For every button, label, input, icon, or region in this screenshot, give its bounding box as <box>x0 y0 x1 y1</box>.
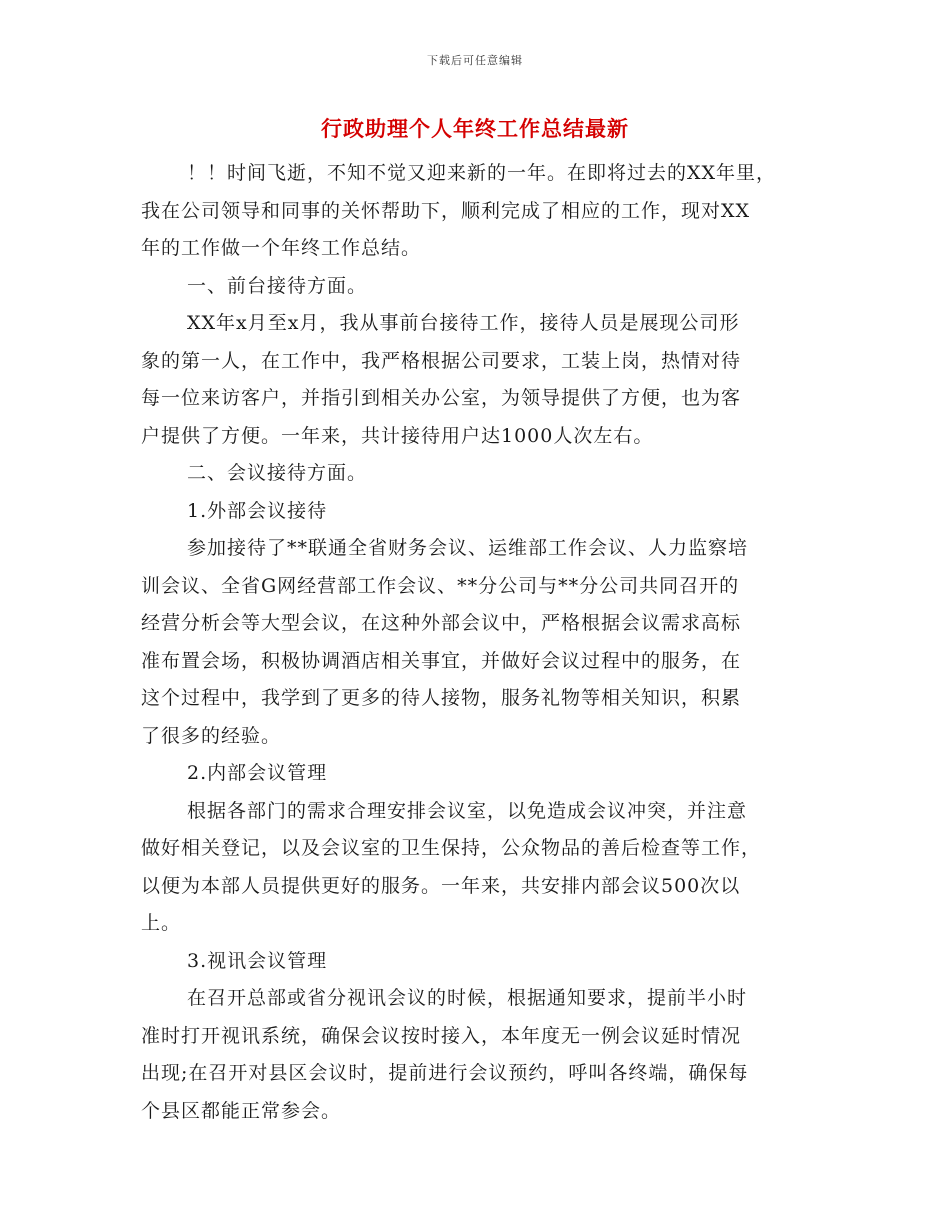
text-line: 参加接待了**联通全省财务会议、运维部工作会议、人力监察培 <box>187 537 749 559</box>
text-line: ！！时间飞逝，不知不觉又迎来新的一年。在即将过去的XX年里， <box>187 162 777 184</box>
header-note: 下载后可任意编辑 <box>427 54 523 67</box>
text-line: 象的第一人，在工作中，我严格根据公司要求，工装上岗，热情对待 <box>141 349 742 372</box>
text-line: 3.视讯会议管理 <box>187 949 328 972</box>
text-line: 做好相关登记，以及会议室的卫生保持，公众物品的善后检查等工作， <box>141 837 762 859</box>
text-line: 以便为本部人员提供更好的服务。一年来，共安排内部会议500次以 <box>141 874 741 897</box>
text-line: 准时打开视讯系统，确保会议按时接入，本年度无一例会议延时情况 <box>141 1024 742 1047</box>
text-line: 在召开总部或省分视讯会议的时候，根据通知要求，提前半小时 <box>187 987 748 1009</box>
text-line: 年的工作做一个年终工作总结。 <box>141 237 422 259</box>
document-body <box>141 155 821 1130</box>
text-line: 我在公司领导和同事的关怀帮助下，顺利完成了相应的工作，现对XX <box>141 199 751 222</box>
text-line: 户提供了方便。一年来，共计接待用户达1000人次左右。 <box>141 424 654 447</box>
text-line: 一、前台接待方面。 <box>187 274 368 297</box>
text-line: XX年x月至x月，我从事前台接待工作，接待人员是展现公司形 <box>187 312 740 334</box>
text-line: 个县区都能正常参会。 <box>141 1099 342 1122</box>
text-line: 训会议、全省G网经营部工作会议、**分公司与**分公司共同召开的 <box>141 574 740 597</box>
text-line: 准布置会场，积极协调酒店相关事宜，并做好会议过程中的服务，在 <box>141 649 742 672</box>
text-line: 上。 <box>141 912 182 934</box>
text-line: 了很多的经验。 <box>141 724 282 747</box>
text-line: 根据各部门的需求合理安排会议室，以免造成会议冲突，并注意 <box>187 799 748 822</box>
text-line: 出现;在召开对县区会议时，提前进行会议预约，呼叫各终端，确保每 <box>141 1062 749 1084</box>
text-line: 这个过程中，我学到了更多的待人接物，服务礼物等相关知识，积累 <box>141 687 742 709</box>
document-title: 行政助理个人年终工作总结最新 <box>321 116 629 141</box>
text-line: 每一位来访客户，并指引到相关办公室，为领导提供了方便，也为客 <box>141 387 742 409</box>
text-line: 二、会议接待方面。 <box>187 462 368 484</box>
text-line: 经营分析会等大型会议，在这种外部会议中，严格根据会议需求高标 <box>141 612 742 634</box>
text-line: 2.内部会议管理 <box>187 762 328 784</box>
text-line: 1.外部会议接待 <box>187 499 328 522</box>
